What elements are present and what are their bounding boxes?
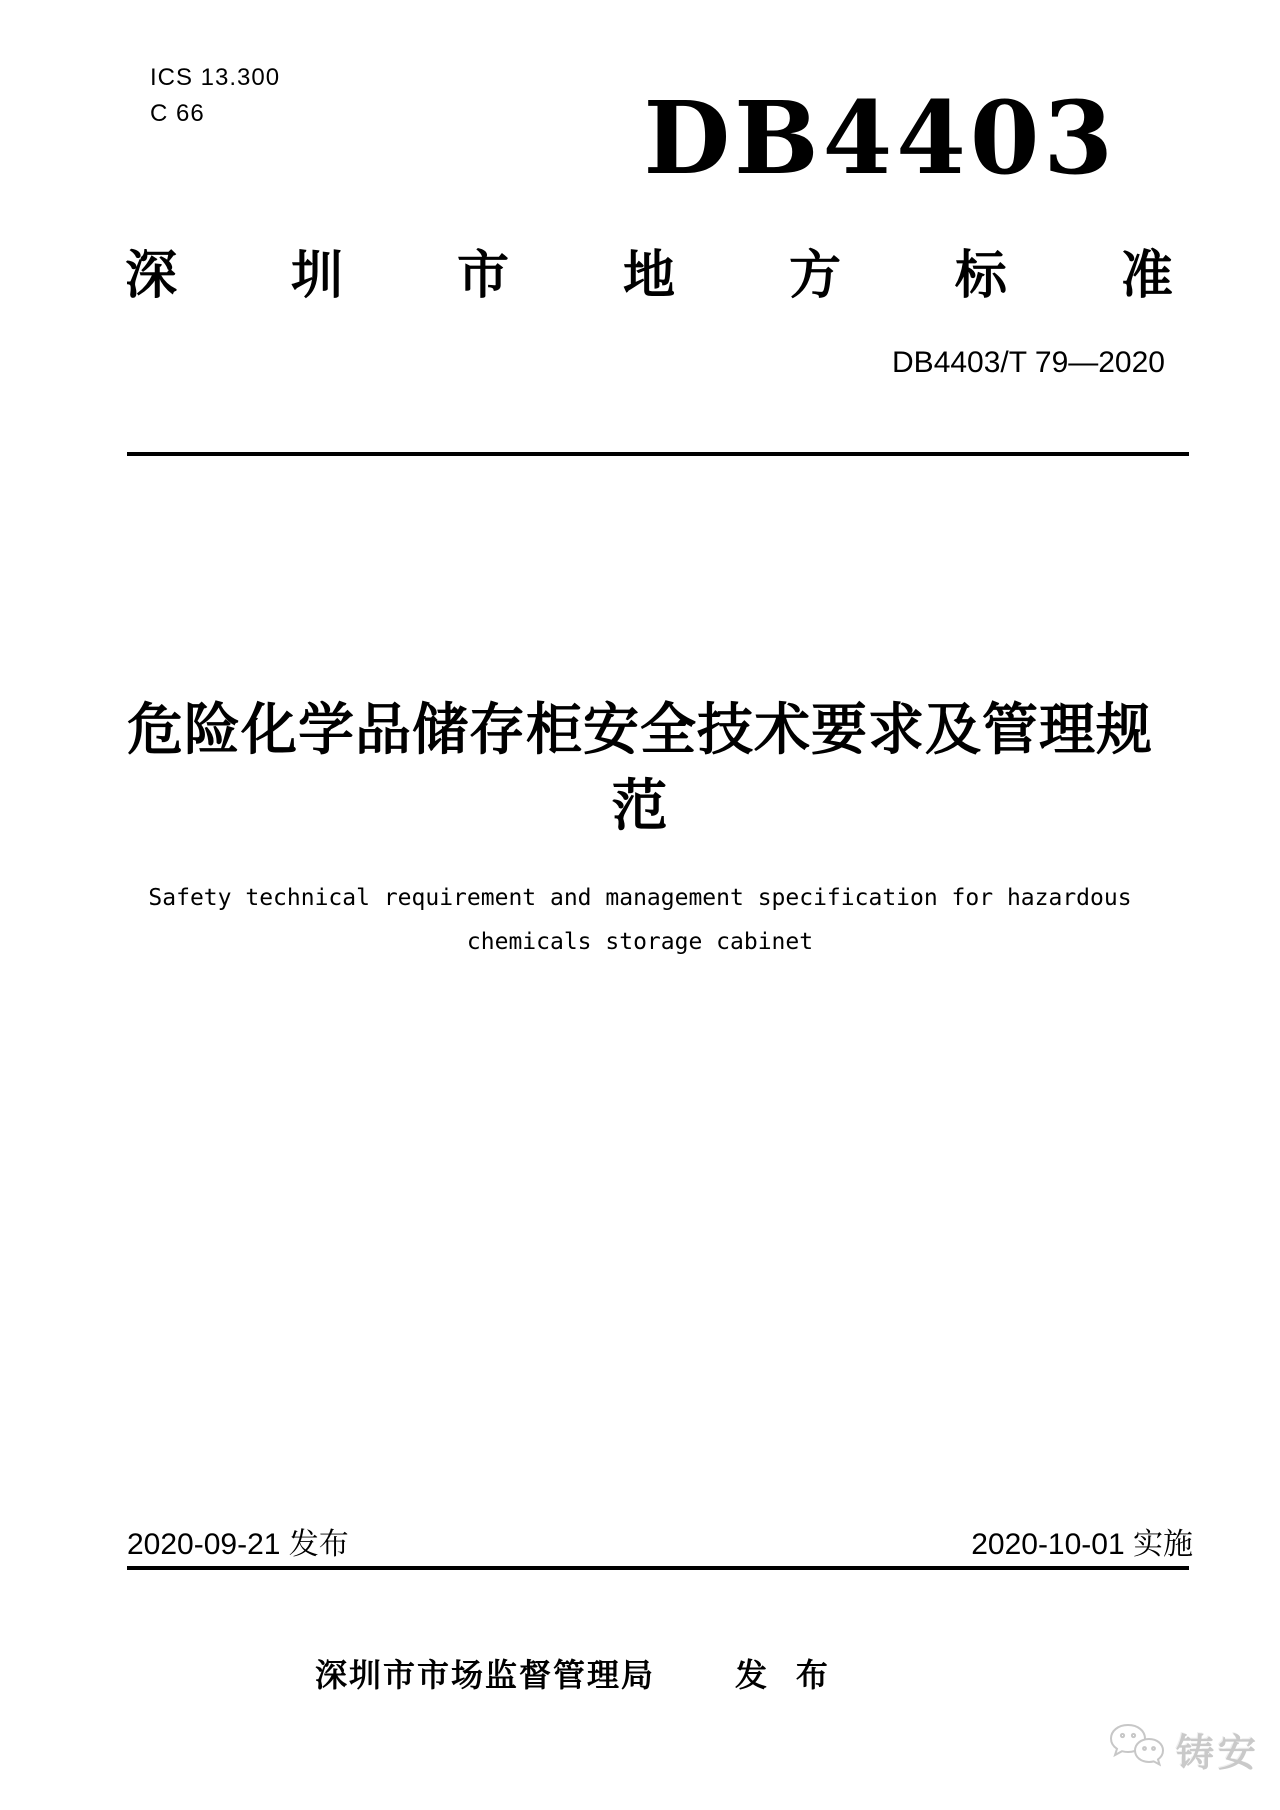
wechat-bubbles-icon	[1108, 1722, 1166, 1777]
standard-number: DB4403/T 79—2020	[892, 346, 1165, 379]
standard-type-char: 准	[1120, 247, 1173, 305]
publisher-row	[315, 1650, 838, 1696]
standard-type-title	[125, 248, 1173, 304]
watermark	[1108, 1722, 1260, 1777]
footer-divider-line	[127, 1566, 1189, 1570]
title-zh-line2: 范	[611, 774, 669, 837]
publisher-name: 深圳市市场监督管理局	[315, 1657, 656, 1693]
watermark-text: 铸安	[1176, 1733, 1261, 1775]
dates-row	[127, 1528, 1193, 1562]
db4403-logo: DB4403	[643, 79, 1117, 197]
header-divider-line	[127, 452, 1189, 456]
publish-label: 发 布	[735, 1657, 838, 1693]
document-title-zh	[0, 692, 1280, 844]
standard-type-char: 标	[954, 247, 1007, 305]
title-zh-line1: 危险化学品储存柜安全技术要求及管理规	[127, 698, 1153, 761]
standard-type-char: 方	[788, 247, 841, 305]
issue-date: 2020-09-21 发布	[127, 1528, 349, 1561]
standard-type-char: 深	[125, 247, 178, 305]
classification-code: C 66	[150, 100, 205, 127]
implementation-date: 2020-10-01 实施	[971, 1528, 1193, 1561]
standard-type-char: 地	[622, 247, 675, 305]
ics-code: ICS 13.300	[150, 64, 281, 91]
standard-type-char: 圳	[290, 247, 343, 305]
title-en-line2: chemicals storage cabinet	[466, 929, 814, 955]
document-title-en	[0, 876, 1280, 964]
standard-type-char: 市	[456, 247, 509, 305]
title-en-line1: Safety technical requirement and management specification for hazardous	[148, 885, 1132, 911]
